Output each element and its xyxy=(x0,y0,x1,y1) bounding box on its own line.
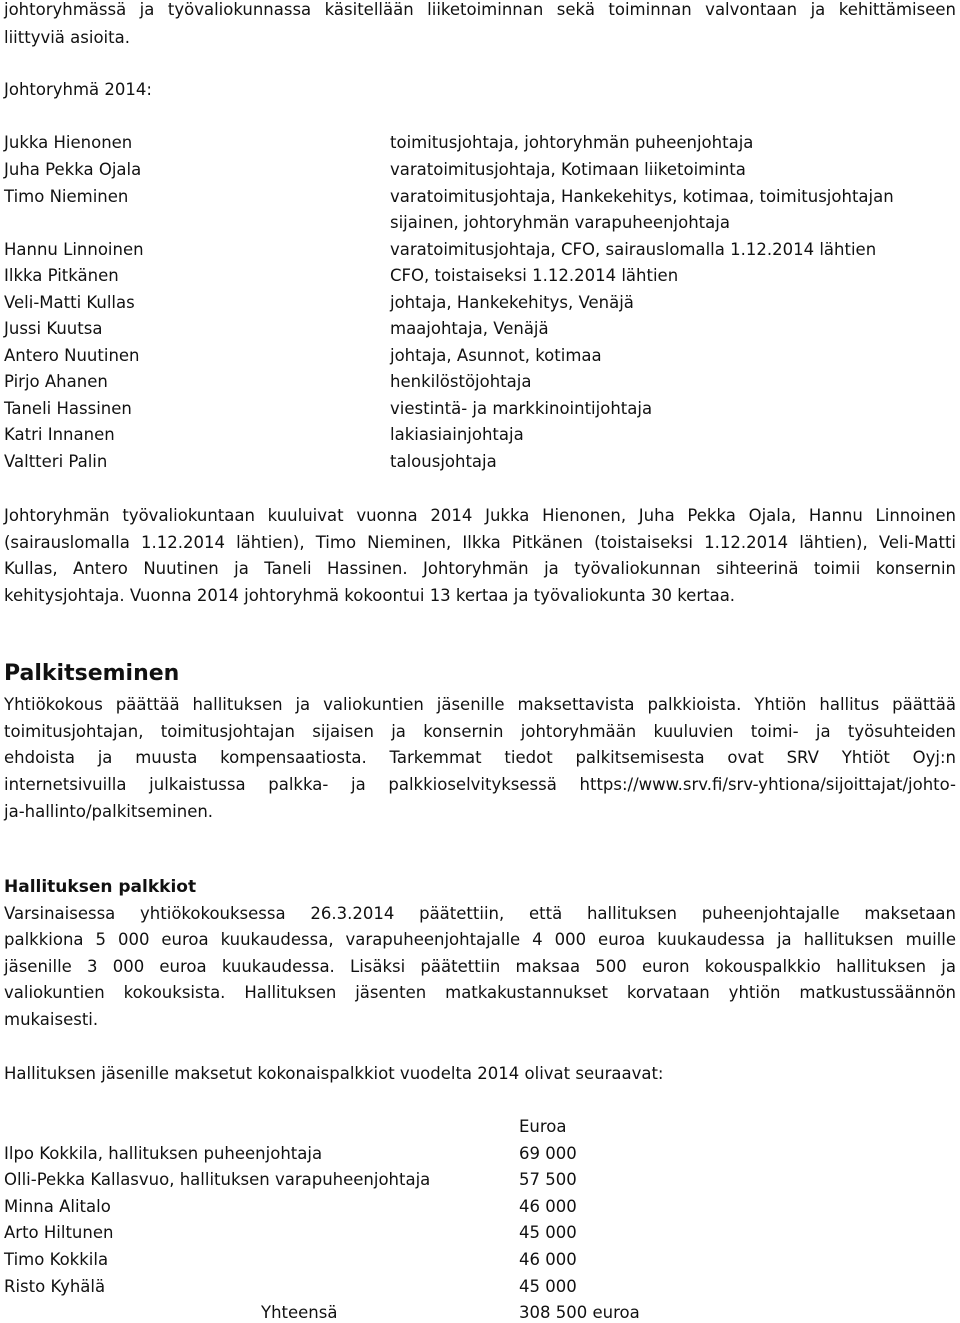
member-name: Ilkka Pitkänen xyxy=(4,266,119,285)
table-row-value: 46 000 xyxy=(519,1250,577,1269)
palkitseminen-line: internetsivuilla julkaistussa palkka- ja palkkioselvityksessä https://www.srv.fi/srv-yhtiona/sijoittajat/johto- xyxy=(4,775,956,794)
member-role: varatoimitusjohtaja, CFO, sairauslomalla 1.12.2014 lähtien xyxy=(390,240,877,259)
palkitseminen-line: toimitusjohtajan, toimitusjohtajan sijaisen ja konsernin johtoryhmään kuuluvien toimi- ja työsuhteiden xyxy=(4,722,956,741)
tyovaliokunta-line: Johtoryhmän työvaliokuntaan kuuluivat vuonna 2014 Jukka Hienonen, Juha Pekka Ojala, Hannu Linnoinen xyxy=(4,506,956,525)
member-name: Jussi Kuutsa xyxy=(4,319,103,338)
palkitseminen-line: Yhtiökokous päättää hallituksen ja valiokuntien jäsenille maksettavista palkkioista. Yhtiön hallitus päättää xyxy=(4,695,956,714)
intro-line: liittyviä asioita. xyxy=(4,28,130,47)
table-total-label: Yhteensä xyxy=(261,1303,338,1322)
member-name: Taneli Hassinen xyxy=(4,399,132,418)
table-row-name: Ilpo Kokkila, hallituksen puheenjohtaja xyxy=(4,1144,323,1163)
table-row-value: 57 500 xyxy=(519,1170,577,1189)
member-role: varatoimitusjohtaja, Kotimaan liiketoiminta xyxy=(390,160,746,179)
member-name: Katri Innanen xyxy=(4,425,115,444)
table-row-name: Arto Hiltunen xyxy=(4,1223,114,1242)
member-name: Juha Pekka Ojala xyxy=(4,160,142,179)
member-role: talousjohtaja xyxy=(390,452,497,471)
table-row-value: 69 000 xyxy=(519,1144,577,1163)
member-role: viestintä- ja markkinointijohtaja xyxy=(390,399,653,418)
palkitseminen-line: ja-hallinto/palkitseminen. xyxy=(4,802,214,821)
member-name: Hannu Linnoinen xyxy=(4,240,144,259)
hallituksen-palkkiot-line: palkkiona 5 000 euroa kuukaudessa, varapuheenjohtajalle 4 000 euroa kuukaudessa ja hallituksen muille xyxy=(4,930,956,949)
table-intro: Hallituksen jäsenille maksetut kokonaispalkkiot vuodelta 2014 olivat seuraavat: xyxy=(4,1064,664,1083)
hallituksen-palkkiot-line: Varsinaisessa yhtiökokouksessa 26.3.2014 päätettiin, että hallituksen puheenjohtajalle maksetaan xyxy=(4,904,956,923)
member-role: lakiasiainjohtaja xyxy=(390,425,524,444)
johtoryhma-heading: Johtoryhmä 2014: xyxy=(4,80,152,99)
hallituksen-palkkiot-line: valiokuntien kokouksista. Hallituksen jäsenten matkakustannukset korvataan yhtiön matkustussäännön xyxy=(4,983,956,1002)
member-role: CFO, toistaiseksi 1.12.2014 lähtien xyxy=(390,266,679,285)
member-name: Valtteri Palin xyxy=(4,452,108,471)
hallituksen-palkkiot-line: mukaisesti. xyxy=(4,1010,99,1029)
palkitseminen-heading: Palkitseminen xyxy=(4,661,180,686)
member-name: Timo Nieminen xyxy=(4,187,129,206)
hallituksen-palkkiot-line: jäsenille 3 000 euroa kuukaudessa. Lisäksi päätettiin maksaa 500 euron kokouspalkkio hallituksen ja xyxy=(4,957,956,976)
member-role: maajohtaja, Venäjä xyxy=(390,319,549,338)
table-row-value: 45 000 xyxy=(519,1277,577,1296)
member-role: varatoimitusjohtaja, Hankekehitys, kotimaa, toimitusjohtajan xyxy=(390,187,894,206)
table-row-value: 45 000 xyxy=(519,1223,577,1242)
member-role: henkilöstöjohtaja xyxy=(390,372,532,391)
tyovaliokunta-line: Kullas, Antero Nuutinen ja Taneli Hassinen. Johtoryhmän ja työvaliokunnan sihteerinä toimii konsernin xyxy=(4,559,956,578)
member-name: Jukka Hienonen xyxy=(4,133,133,152)
member-role: toimitusjohtaja, johtoryhmän puheenjohtaja xyxy=(390,133,754,152)
member-role: sijainen, johtoryhmän varapuheenjohtaja xyxy=(390,213,730,232)
table-total-value: 308 500 euroa xyxy=(519,1303,640,1322)
member-name: Antero Nuutinen xyxy=(4,346,140,365)
table-row-name: Risto Kyhälä xyxy=(4,1277,106,1296)
table-row-value: 46 000 xyxy=(519,1197,577,1216)
member-name: Veli-Matti Kullas xyxy=(4,293,135,312)
member-role: johtaja, Asunnot, kotimaa xyxy=(390,346,602,365)
tyovaliokunta-line: (sairauslomalla 1.12.2014 lähtien), Timo Nieminen, Ilkka Pitkänen (toistaiseksi 1.12.2014 lähtien), Veli-Matti xyxy=(4,533,956,552)
table-row-name: Timo Kokkila xyxy=(4,1250,109,1269)
member-name: Pirjo Ahanen xyxy=(4,372,108,391)
tyovaliokunta-line: kehitysjohtaja. Vuonna 2014 johtoryhmä kokoontui 13 kertaa ja työvaliokunta 30 kertaa. xyxy=(4,586,736,605)
hallituksen-palkkiot-heading: Hallituksen palkkiot xyxy=(4,877,197,897)
table-row-name: Minna Alitalo xyxy=(4,1197,111,1216)
intro-line: johtoryhmässä ja työvaliokunnassa käsitellään liiketoiminnan sekä toiminnan valvontaan ja kehittämiseen xyxy=(4,0,956,19)
table-header-currency: Euroa xyxy=(519,1117,567,1136)
table-row-name: Olli-Pekka Kallasvuo, hallituksen varapuheenjohtaja xyxy=(4,1170,431,1189)
member-role: johtaja, Hankekehitys, Venäjä xyxy=(390,293,634,312)
palkitseminen-line: ehdoista ja muusta kompensaatiosta. Tarkemmat tiedot palkitsemisesta ovat SRV Yhtiöt Oyj:n xyxy=(4,748,956,767)
